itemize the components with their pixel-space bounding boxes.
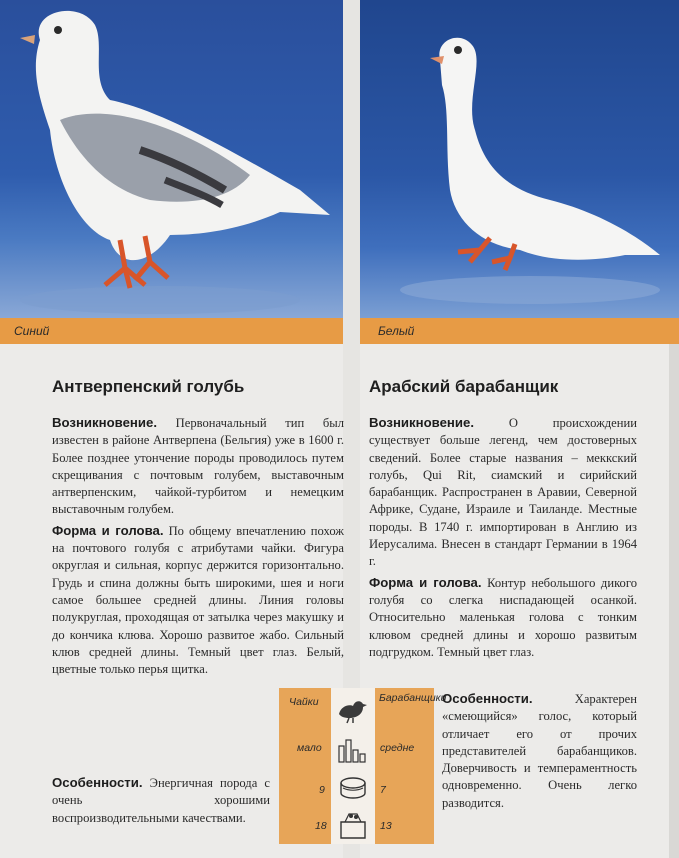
- photo-blue-pigeon: [0, 0, 343, 318]
- left-features: [52, 774, 270, 827]
- photo-caption-right: Белый: [360, 318, 679, 344]
- photo-white-pigeon: [360, 0, 679, 318]
- bar-chart-icon: [335, 732, 371, 764]
- left-shape-text: По общему впечатлению похож на почтового голубя с атрибутами чайки. Фигура округлая и сильная, корпус держится горизонтально. Грудь и спина должны быть широкими, шея и ноги самое большее средней длины. Линия головы полукруглая, проходящая от затылка через макушку и до кончика клюва. Хорошо развитое жабо. Сильный клюв средней длины. Темный цвет глаз. Белый, цветные только перья щитка.: [52, 523, 345, 677]
- infobox-left-row4: 18: [315, 820, 327, 832]
- leg-ring-icon: [335, 772, 371, 804]
- left-features-label: Особенности.: [52, 775, 143, 790]
- right-shape-text: Контур небольшого дикого голубя со слегка ниспадающей осанкой. Относительно маленькая голова с тонким клювом средней длины и хорошо развитым подгрудком. Темный цвет глаз.: [369, 575, 637, 659]
- blue-pigeon-illustration: [0, 0, 343, 318]
- infobox-right-row2: средне: [380, 742, 415, 754]
- left-shape-label: Форма и голова.: [52, 522, 164, 538]
- right-origin-text: О происхождении существует больше легенд, чем достоверных сведений. Более старые названия – меккский голубь, Qui Rit, сиамский и сирийский барабанщик. Распространен в Аравии, Северной Африке, Судане, Израиле и Таиланде. Местные породы. В 1740 г. импортирован в Англию из Иерусалима. Внесен в стандарт Германии в 1964 г.: [369, 416, 637, 569]
- right-shape-label: Форма и голова.: [369, 574, 482, 590]
- left-origin-label: Возникновение.: [52, 415, 157, 430]
- infobox-right-row4: 13: [380, 820, 392, 832]
- right-features-label: Особенности.: [442, 691, 533, 706]
- right-features: [442, 690, 637, 812]
- infobox-left-row2: мало: [297, 742, 322, 754]
- left-features-text: Энергичная порода с очень хорошими воспроизводительными качествами.: [52, 776, 270, 825]
- pigeon-icon: [335, 694, 371, 726]
- infobox-right-header: Барабанщики: [379, 692, 447, 704]
- white-pigeon-illustration: [360, 0, 679, 318]
- right-breed-text: [369, 414, 637, 661]
- left-breed-title: Антверпенский голубь: [52, 377, 245, 396]
- infobox-left-row3: 9: [319, 784, 325, 796]
- left-origin-paragraph: [52, 414, 344, 519]
- right-origin-label: Возникновение.: [369, 415, 474, 430]
- right-shape-paragraph: [369, 574, 637, 661]
- page-edge: [669, 344, 679, 858]
- infobox-right-row3: 7: [380, 784, 386, 796]
- infobox-left-header: Чайки: [289, 696, 319, 708]
- nest-box-icon: [335, 808, 371, 840]
- comparison-infobox: [279, 688, 447, 844]
- left-shape-paragraph: [52, 522, 344, 679]
- right-breed-title: Арабский барабанщик: [369, 377, 559, 396]
- left-origin-text: Первоначальный тип был известен в районе Антверпена (Бельгия) уже в 1600 г. Более позднее утончение породы проводилось путем скрещивания с почтовым голубем, выставочным антверпенским, чайкой-турбитом и немецким выставочным голубем.: [52, 416, 344, 517]
- right-features-text: Характерен «смеющийся» голос, который отличает его от прочих представителей барабанщиков. Доверчивость и темпераментность одновременно. Очень легко разводится.: [442, 692, 637, 810]
- photo-caption-left: Синий: [0, 318, 343, 344]
- left-breed-text: [52, 414, 344, 678]
- right-origin-paragraph: [369, 414, 637, 571]
